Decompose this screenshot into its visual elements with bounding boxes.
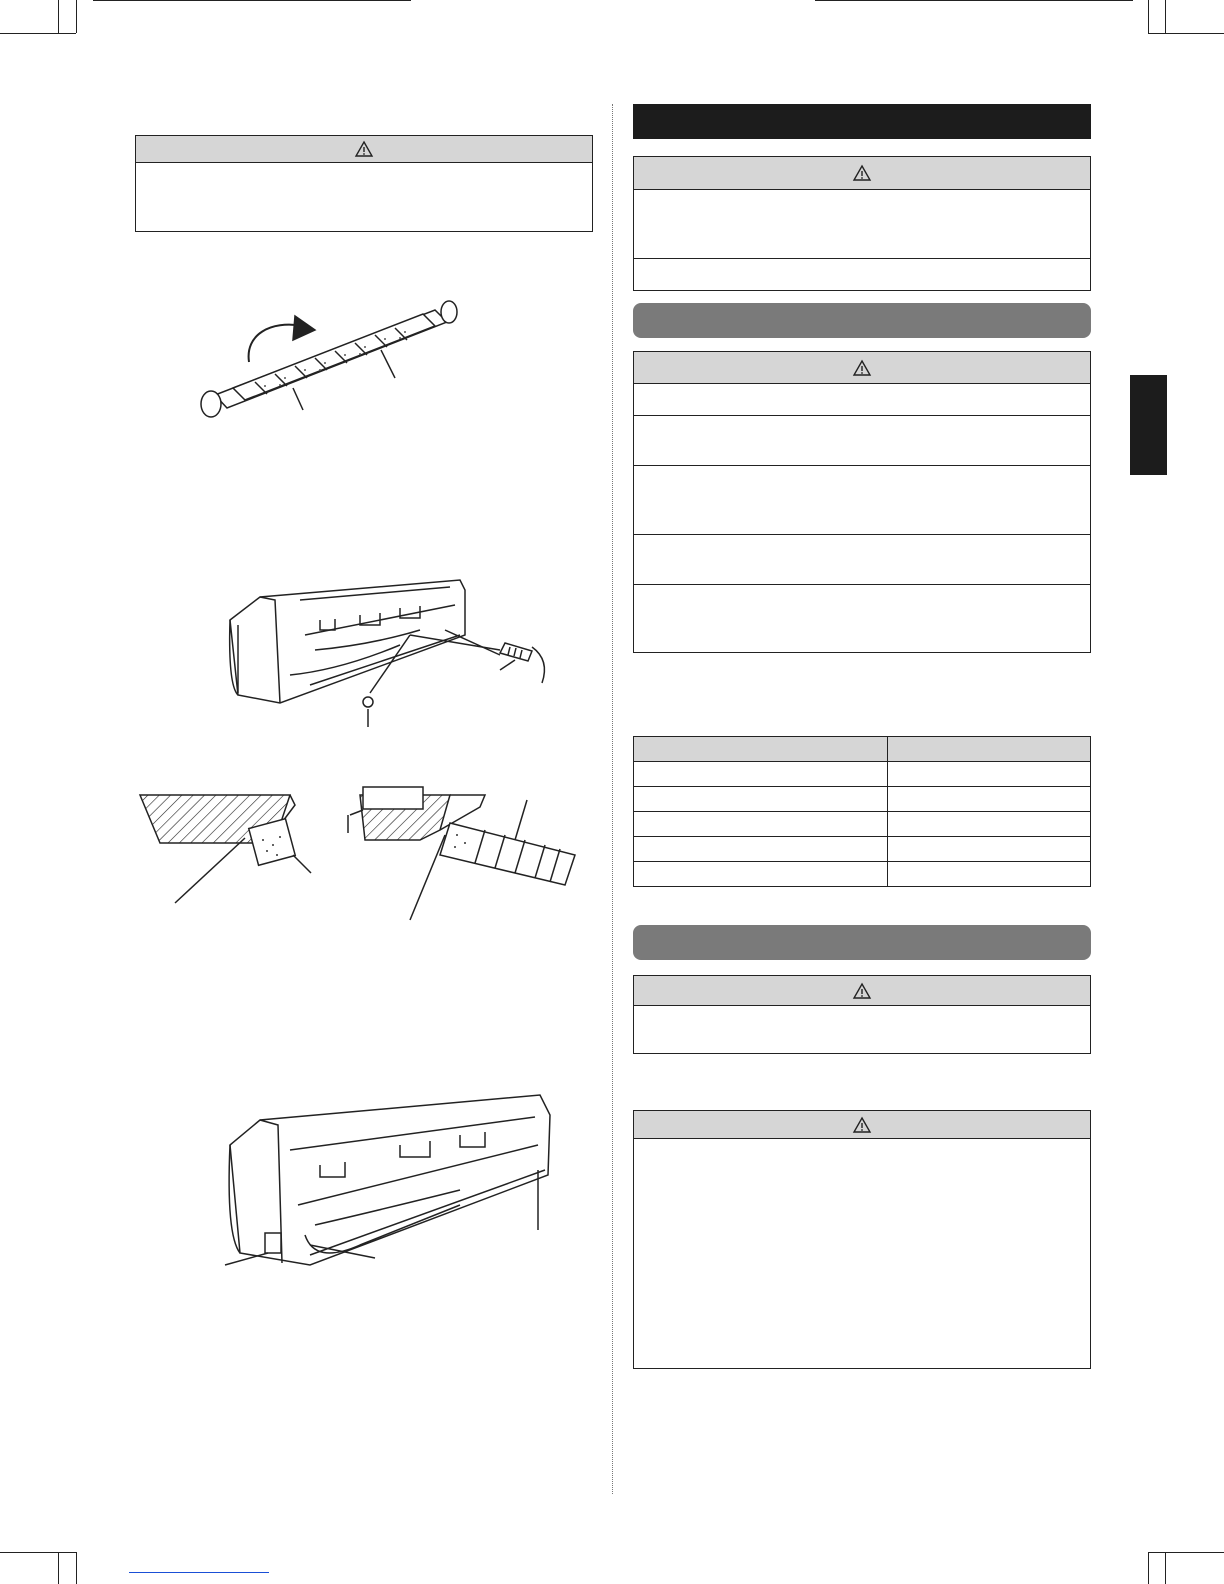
chapter-side-tab [1130,375,1167,475]
table-cell [888,837,1091,862]
crop-mark [58,1552,59,1584]
subsection-header-bar [633,925,1091,960]
drain-hose-insulation-roll-figure [185,290,485,430]
warning-row [634,465,1090,534]
warning-box [633,351,1091,653]
warning-triangle-icon [853,983,871,999]
footer-link-underline [129,1572,269,1573]
table-cell [888,762,1091,787]
crop-mark [815,0,1133,1]
crop-mark [93,0,411,1]
table-cell [888,812,1091,837]
crop-mark [1165,1552,1166,1584]
warning-row [634,190,1090,258]
column-divider [612,104,613,1494]
warning-box [633,156,1091,291]
crop-mark [0,1552,76,1553]
warning-box [633,1110,1091,1369]
warning-box-header [634,352,1090,384]
crop-mark [0,33,76,34]
subsection-header-bar [633,303,1091,338]
table-row [634,862,1091,887]
indoor-unit-drain-hose-figure [220,575,560,735]
warning-triangle-icon [853,1117,871,1133]
indoor-unit-rear-view-figure [220,1095,560,1280]
table-row [634,837,1091,862]
table-cell [634,762,888,787]
table-cell [634,862,888,887]
warning-box-header [634,976,1090,1006]
table-header-cell [888,737,1091,762]
table-row [634,812,1091,837]
spec-table [633,736,1091,887]
caution-box-header [136,136,592,163]
table-cell [634,837,888,862]
warning-triangle-icon [853,165,871,181]
warning-row [634,258,1090,289]
crop-mark [1148,33,1224,34]
crop-mark [1148,1552,1224,1553]
warning-triangle-icon [355,141,373,157]
table-cell [888,862,1091,887]
crop-mark [1148,0,1149,33]
crop-mark [76,1552,77,1584]
warning-triangle-icon [853,360,871,376]
warning-row [634,384,1090,415]
warning-box-header [634,157,1090,190]
drain-cap-cross-section-figure [135,785,595,935]
warning-row [634,584,1090,653]
table-row [634,787,1091,812]
crop-mark [76,0,77,33]
table-row [634,762,1091,787]
crop-mark [1165,0,1166,33]
table-header-cell [634,737,888,762]
warning-row [634,534,1090,584]
warning-row [634,415,1090,465]
table-cell [888,787,1091,812]
section-header-bar [633,104,1091,139]
table-header-row [634,737,1091,762]
warning-box [633,975,1091,1054]
caution-box [135,135,593,232]
table-cell [634,812,888,837]
crop-mark [58,0,59,33]
warning-box-header [634,1111,1090,1139]
crop-mark [1148,1552,1149,1584]
table-cell [634,787,888,812]
